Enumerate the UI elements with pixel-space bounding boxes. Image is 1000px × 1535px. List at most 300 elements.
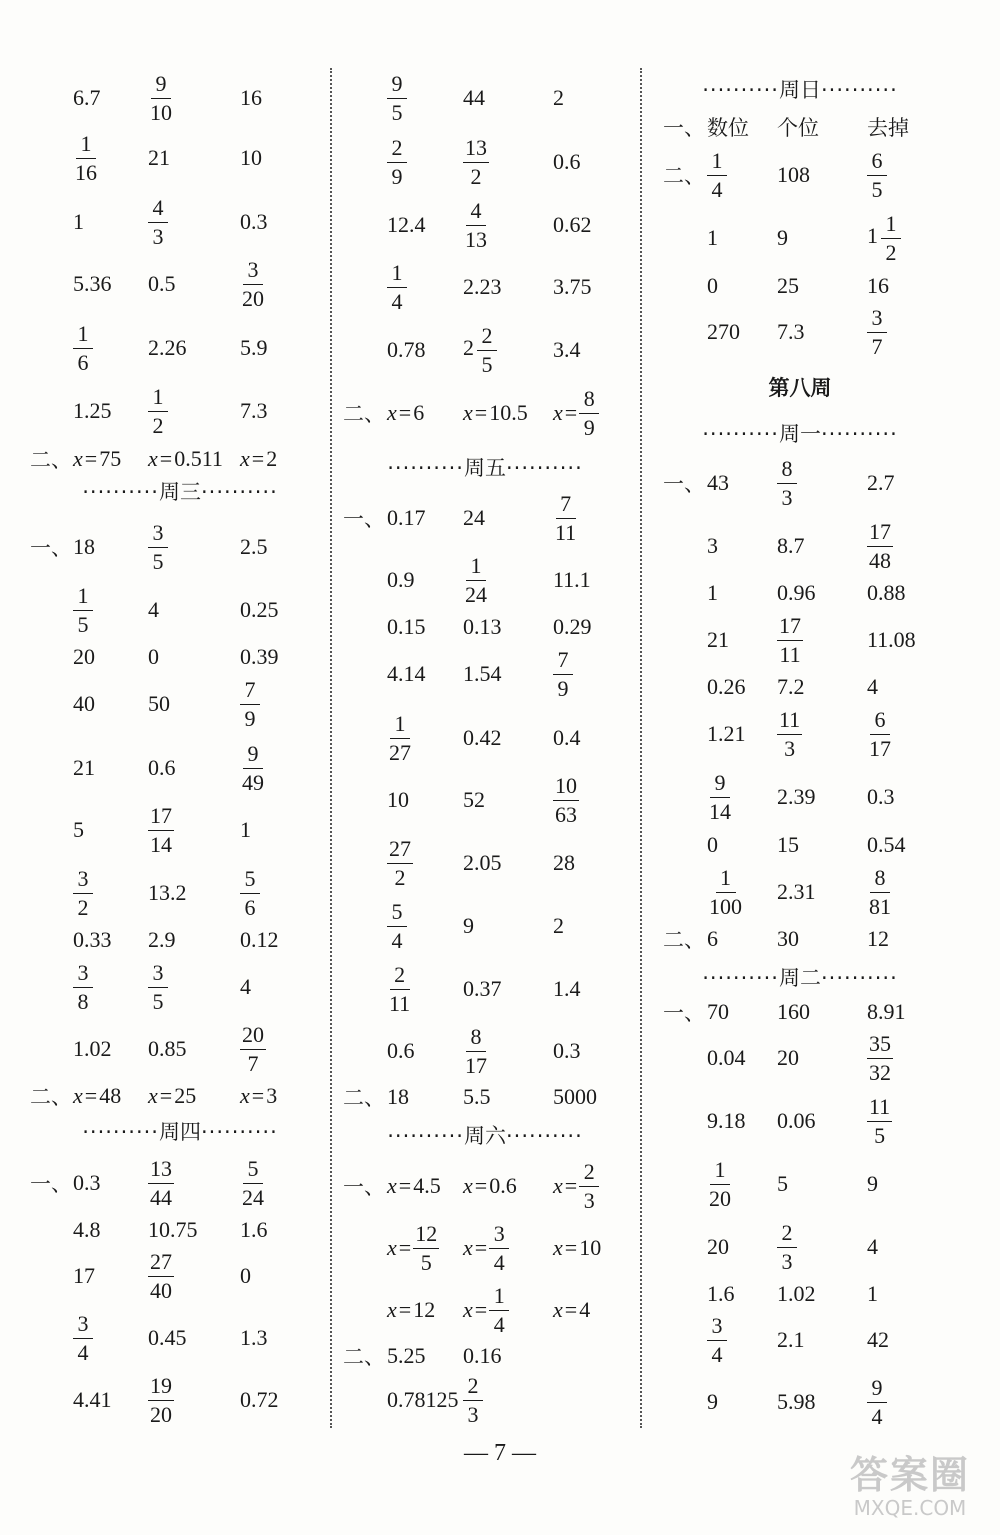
answer-cell xyxy=(240,1246,251,1306)
numerator: 9 xyxy=(710,772,730,798)
value-text: 10.75 xyxy=(148,1217,198,1242)
answer-cell xyxy=(463,896,474,956)
answer-row xyxy=(345,644,625,704)
question-number: 一、 xyxy=(30,536,72,560)
value-text: 0 xyxy=(240,1263,251,1288)
answer-cell xyxy=(463,644,502,704)
answer-cell xyxy=(777,145,810,205)
value-text: 0.16 xyxy=(463,1343,502,1368)
value-text: 0.17 xyxy=(387,505,426,530)
value-text: 0 xyxy=(707,832,718,857)
value-text: 1.3 xyxy=(240,1325,268,1350)
day-section-header xyxy=(40,476,320,506)
value-text: 21 xyxy=(148,145,170,170)
denominator: 9 xyxy=(557,675,569,701)
leader-dots: ·········· xyxy=(82,1120,159,1144)
numerator: 1 xyxy=(76,133,96,159)
value-text: 6 xyxy=(707,926,718,951)
equals-sign: = xyxy=(398,1173,412,1198)
answer-cell xyxy=(240,318,268,378)
answer-cell xyxy=(553,320,581,380)
answer-cell xyxy=(73,674,95,734)
answer-cell xyxy=(240,674,260,734)
answer-cell xyxy=(73,957,93,1017)
numerator: 35 xyxy=(867,1033,893,1059)
value-text: 6 xyxy=(413,400,425,425)
fraction xyxy=(148,519,168,574)
question-number: 二、 xyxy=(30,448,72,472)
answer-cell xyxy=(387,320,426,380)
denominator: 13 xyxy=(465,226,487,252)
denominator: 5 xyxy=(871,176,883,202)
denominator: 44 xyxy=(150,1184,172,1210)
fraction xyxy=(463,197,489,252)
value-text: 0.04 xyxy=(707,1045,746,1070)
value-text: 18 xyxy=(387,1084,409,1109)
fraction xyxy=(477,322,497,377)
answer-cell xyxy=(148,957,168,1017)
numerator: 20 xyxy=(240,1024,266,1050)
answer-cell xyxy=(553,1156,599,1216)
answer-cell xyxy=(73,800,84,860)
value-text: 6.7 xyxy=(73,85,101,110)
fraction xyxy=(463,1372,483,1427)
equals-sign: = xyxy=(474,1173,488,1198)
value-text: 0.6 xyxy=(148,755,176,780)
question-number: 二、 xyxy=(343,402,385,426)
value-text: 0.42 xyxy=(463,725,502,750)
answer-cell xyxy=(553,1067,597,1127)
denominator: 5 xyxy=(420,1249,432,1275)
fraction xyxy=(73,959,93,1014)
answer-cell xyxy=(148,318,187,378)
answer-cell xyxy=(240,1308,268,1368)
leader-dots: ·········· xyxy=(506,456,583,480)
value-text: 0.78 xyxy=(387,337,426,362)
denominator: 2 xyxy=(470,163,482,189)
day-title: 周四 xyxy=(159,1120,201,1144)
answer-row xyxy=(345,1067,625,1127)
denominator: 11 xyxy=(555,519,577,545)
numerator: 1 xyxy=(73,585,93,611)
value-text: 5 xyxy=(73,817,84,842)
variable-x: x xyxy=(463,1297,473,1322)
answer-row xyxy=(655,453,945,513)
denominator: 4 xyxy=(493,1311,505,1337)
denominator: 5 xyxy=(874,1122,886,1148)
value-text: 2 xyxy=(266,446,278,471)
answer-row xyxy=(345,833,625,893)
answer-cell xyxy=(777,1028,799,1088)
numerator: 1 xyxy=(716,867,736,893)
fraction xyxy=(73,320,93,375)
variable-x: x xyxy=(73,1083,83,1108)
answer-cell xyxy=(777,704,802,764)
answer-cell xyxy=(463,68,485,128)
value-text: 1.54 xyxy=(463,661,502,686)
fraction xyxy=(579,1158,599,1213)
value-text: 11.1 xyxy=(553,567,591,592)
value-text: 3.4 xyxy=(553,337,581,362)
value-text: 1.02 xyxy=(73,1036,112,1061)
answer-cell xyxy=(148,192,168,252)
value-text: 11.08 xyxy=(867,627,916,652)
numerator: 3 xyxy=(243,259,263,285)
answer-row xyxy=(655,302,945,362)
mixed-whole: 2 xyxy=(463,335,474,361)
answer-cell xyxy=(387,1218,439,1278)
value-text: 13.2 xyxy=(148,880,187,905)
answer-row xyxy=(655,1154,945,1214)
answer-cell xyxy=(240,800,251,860)
answer-row xyxy=(345,488,625,548)
leader-dots: ·········· xyxy=(387,456,464,480)
answer-cell xyxy=(463,383,528,443)
value-text: 21 xyxy=(73,755,95,780)
numerator: 3 xyxy=(489,1223,509,1249)
answer-cell xyxy=(148,738,176,798)
leader-dots: ·········· xyxy=(821,966,898,990)
value-text: 4.5 xyxy=(413,1173,441,1198)
denominator: 7 xyxy=(871,333,883,359)
variable-x: x xyxy=(387,1297,397,1322)
numerator: 3 xyxy=(148,962,168,988)
value-text: 12 xyxy=(413,1297,436,1322)
answer-cell xyxy=(463,833,502,893)
equals-sign: = xyxy=(84,446,98,471)
variable-x: x xyxy=(73,446,83,471)
denominator: 5 xyxy=(391,99,403,125)
answer-cell xyxy=(867,1154,878,1214)
denominator: 4 xyxy=(871,1403,883,1429)
value-text: 0.88 xyxy=(867,580,906,605)
value-text: 2 xyxy=(553,85,564,110)
denominator: 3 xyxy=(781,484,793,510)
value-text: 0.39 xyxy=(240,644,279,669)
denominator: 3 xyxy=(152,223,164,249)
answer-row xyxy=(40,800,320,860)
answer-row xyxy=(345,959,625,1019)
numerator: 9 xyxy=(867,1377,887,1403)
denominator: 5 xyxy=(481,351,493,377)
value-text: 0.15 xyxy=(387,614,426,639)
answer-cell xyxy=(777,453,797,513)
day-title: 周三 xyxy=(159,480,201,504)
denominator: 48 xyxy=(869,547,891,573)
answer-cell xyxy=(553,896,564,956)
value-text: 50 xyxy=(148,691,170,716)
day-title: 周日 xyxy=(779,78,821,102)
answer-cell xyxy=(463,488,485,548)
value-text: 270 xyxy=(707,319,740,344)
variable-x: x xyxy=(387,1235,397,1260)
value-text: 4 xyxy=(867,1234,878,1259)
fraction xyxy=(867,304,887,359)
answer-row xyxy=(345,195,625,255)
answer-cell xyxy=(148,800,174,860)
value-text: 5000 xyxy=(553,1084,597,1109)
variable-x: x xyxy=(463,1173,473,1198)
numerator: 27 xyxy=(387,838,413,864)
answer-cell xyxy=(553,770,579,830)
answer-cell xyxy=(553,644,573,704)
denominator: 2 xyxy=(394,864,406,890)
answer-cell xyxy=(73,318,93,378)
value-text: 16 xyxy=(240,85,262,110)
mixed-whole: 1 xyxy=(867,223,878,249)
value-text: 40 xyxy=(73,691,95,716)
answer-cell xyxy=(777,909,799,969)
answer-cell xyxy=(387,195,426,255)
answer-row xyxy=(40,738,320,798)
answer-cell xyxy=(387,644,426,704)
fraction xyxy=(707,1312,727,1367)
value-text: 17 xyxy=(73,1263,95,1288)
fraction xyxy=(867,706,893,761)
answer-cell: 去掉 xyxy=(867,116,909,140)
numerator: 8 xyxy=(466,1026,486,1052)
question-number: 二、 xyxy=(663,928,705,952)
value-text: 25 xyxy=(777,273,799,298)
equals-sign: = xyxy=(474,1297,488,1322)
numerator: 1 xyxy=(707,150,727,176)
answer-row xyxy=(345,320,625,380)
equals-sign: = xyxy=(251,1083,265,1108)
answer-cell xyxy=(867,453,895,513)
value-text: 9 xyxy=(463,913,474,938)
value-text: 5 xyxy=(777,1171,788,1196)
value-text: 3 xyxy=(707,533,718,558)
numerator: 7 xyxy=(240,679,260,705)
numerator: 3 xyxy=(148,522,168,548)
value-text: 15 xyxy=(777,832,799,857)
answer-cell xyxy=(777,1091,816,1151)
value-text: 42 xyxy=(867,1327,889,1352)
numerator: 2 xyxy=(387,137,407,163)
fraction xyxy=(707,147,727,202)
column-divider-2 xyxy=(640,68,642,1428)
fraction xyxy=(553,646,573,701)
leader-dots: ·········· xyxy=(387,1124,464,1148)
denominator: 9 xyxy=(391,163,403,189)
question-number: 二、 xyxy=(343,1345,385,1369)
value-text: 18 xyxy=(73,534,95,559)
numerator: 9 xyxy=(151,73,171,99)
answer-cell xyxy=(387,132,407,192)
answer-cell xyxy=(73,738,95,798)
answer-cell xyxy=(463,257,502,317)
value-text: 0.13 xyxy=(463,614,502,639)
value-text: 8.91 xyxy=(867,999,906,1024)
value-text: 2.7 xyxy=(867,470,895,495)
numerator: 1 xyxy=(466,555,486,581)
answer-cell xyxy=(463,770,485,830)
answer-cell xyxy=(553,132,581,192)
answer-cell xyxy=(463,1156,517,1216)
variable-x: x xyxy=(553,400,563,425)
value-text: 1 xyxy=(867,1281,878,1306)
denominator: 3 xyxy=(781,1248,793,1274)
answer-cell xyxy=(777,1310,805,1370)
answer-cell xyxy=(867,704,893,764)
equals-sign: = xyxy=(159,1083,173,1108)
question-number: 一、 xyxy=(663,116,705,140)
value-text: 0.25 xyxy=(240,597,279,622)
fraction xyxy=(387,134,407,189)
value-text: 0.33 xyxy=(73,927,112,952)
denominator: 11 xyxy=(779,641,801,667)
numerator: 10 xyxy=(553,775,579,801)
value-text: 2.1 xyxy=(777,1327,805,1352)
value-text: 0.6 xyxy=(553,149,581,174)
value-text: 8.7 xyxy=(777,533,805,558)
value-text: 20 xyxy=(707,1234,729,1259)
answer-cell xyxy=(148,128,170,188)
answer-cell xyxy=(777,1372,816,1432)
denominator: 3 xyxy=(784,735,796,761)
answer-row xyxy=(345,1218,625,1278)
answer-cell xyxy=(387,383,424,443)
question-number: 一、 xyxy=(30,1172,72,1196)
value-text: 1 xyxy=(240,817,251,842)
leader-dots: ·········· xyxy=(201,1120,278,1144)
fraction xyxy=(867,1093,892,1148)
answer-cell xyxy=(148,68,174,128)
value-text: 4.14 xyxy=(387,661,426,686)
answer-row xyxy=(40,192,320,252)
answer-cell xyxy=(553,257,592,317)
fraction xyxy=(387,835,413,890)
value-text: 1 xyxy=(707,225,718,250)
value-text: 9 xyxy=(777,225,788,250)
day-title: 周六 xyxy=(464,1124,506,1148)
denominator: 2 xyxy=(152,412,164,438)
answer-cell xyxy=(148,1246,174,1306)
value-text: 2.31 xyxy=(777,879,816,904)
answer-cell xyxy=(73,1370,112,1430)
numerator: 5 xyxy=(243,1158,263,1184)
numerator: 17 xyxy=(867,521,893,547)
day-section-header xyxy=(40,1116,320,1146)
answer-row xyxy=(40,1370,320,1430)
numerator: 1 xyxy=(387,262,407,288)
value-text: 0.45 xyxy=(148,1325,187,1350)
value-text: 0.12 xyxy=(240,927,279,952)
denominator: 24 xyxy=(465,581,487,607)
fraction xyxy=(867,1374,887,1429)
fraction xyxy=(387,898,407,953)
value-text: 44 xyxy=(463,85,485,110)
page-number: — 7 — xyxy=(464,1440,536,1466)
value-text: 21 xyxy=(707,627,729,652)
value-text: 5.9 xyxy=(240,335,268,360)
equals-sign: = xyxy=(84,1083,98,1108)
equals-sign: = xyxy=(564,400,578,425)
value-text: 7.3 xyxy=(240,398,268,423)
leader-dots: ·········· xyxy=(702,422,779,446)
value-text: 0.85 xyxy=(148,1036,187,1061)
denominator: 63 xyxy=(555,801,577,827)
answer-cell xyxy=(867,145,887,205)
denominator: 9 xyxy=(244,705,256,731)
variable-x: x xyxy=(463,400,473,425)
answer-cell xyxy=(463,1370,483,1430)
answer-row xyxy=(655,1091,945,1151)
value-text: 25 xyxy=(174,1083,197,1108)
value-text: 2.23 xyxy=(463,274,502,299)
column-divider-1 xyxy=(330,68,332,1428)
answer-cell xyxy=(463,1218,509,1278)
value-text: 1.4 xyxy=(553,976,581,1001)
numerator: 13 xyxy=(463,137,489,163)
fraction xyxy=(240,740,266,795)
value-text: 0.3 xyxy=(867,784,895,809)
numerator: 1 xyxy=(390,713,410,739)
answer-cell xyxy=(707,302,740,362)
denominator: 4 xyxy=(77,1339,89,1365)
equals-sign: = xyxy=(564,1297,578,1322)
denominator: 20 xyxy=(150,1401,172,1427)
answer-cell xyxy=(553,959,581,1019)
value-text: 0.62 xyxy=(553,212,592,237)
answer-cell xyxy=(463,195,489,255)
answer-cell xyxy=(463,708,502,768)
denominator: 6 xyxy=(77,349,89,375)
value-text: 20 xyxy=(73,644,95,669)
answer-cell xyxy=(707,1091,746,1151)
numerator: 1 xyxy=(73,323,93,349)
variable-x: x xyxy=(387,400,397,425)
numerator: 1 xyxy=(881,213,901,239)
value-text: 160 xyxy=(777,999,810,1024)
day-title: 周五 xyxy=(464,456,506,480)
answer-row xyxy=(40,1308,320,1368)
value-text: 0 xyxy=(707,273,718,298)
denominator: 32 xyxy=(869,1059,891,1085)
answer-row xyxy=(655,145,945,205)
leader-dots: ·········· xyxy=(82,480,159,504)
fraction xyxy=(579,385,599,440)
value-text: 2.9 xyxy=(148,927,176,952)
value-text: 7.2 xyxy=(777,674,805,699)
answer-cell xyxy=(73,517,95,577)
question-number: 一、 xyxy=(343,507,385,531)
fraction xyxy=(489,1220,509,1275)
denominator: 16 xyxy=(75,159,97,185)
variable-x: x xyxy=(148,446,158,471)
value-text: 1.6 xyxy=(240,1217,268,1242)
value-text: 43 xyxy=(707,470,729,495)
answer-row xyxy=(345,257,625,317)
answer-cell xyxy=(867,909,889,969)
numerator: 9 xyxy=(387,73,407,99)
denominator: 3 xyxy=(583,1187,595,1213)
answer-cell xyxy=(387,708,413,768)
answer-row xyxy=(345,896,625,956)
answer-row xyxy=(655,909,945,969)
denominator: 3 xyxy=(467,1401,479,1427)
value-text: 1.02 xyxy=(777,1281,816,1306)
answer-cell xyxy=(867,1372,887,1432)
fraction xyxy=(463,134,489,189)
denominator: 8 xyxy=(77,988,89,1014)
fraction xyxy=(707,1156,733,1211)
answer-cell xyxy=(777,1154,788,1214)
answer-cell xyxy=(73,1308,93,1368)
denominator: 5 xyxy=(77,611,89,637)
denominator: 14 xyxy=(709,798,731,824)
denominator: 17 xyxy=(465,1052,487,1078)
